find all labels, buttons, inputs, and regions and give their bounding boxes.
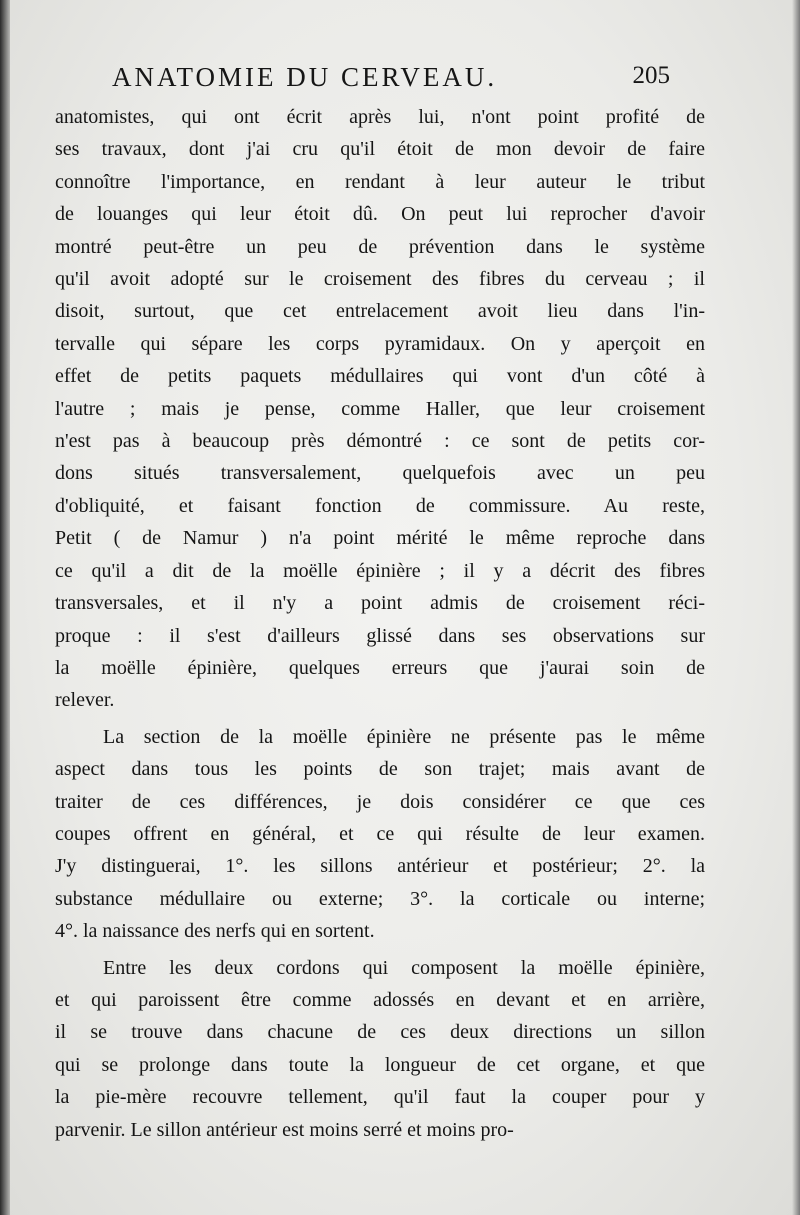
text-line: de louanges qui leur étoit dû. On peut lui reprocher d'avoir	[55, 203, 705, 226]
text-line: dons situés transversalement, quelquefois avec un peu	[55, 462, 705, 485]
paragraph	[55, 101, 705, 717]
text-line: relever.	[55, 689, 115, 712]
body-text	[55, 101, 705, 1150]
text-line: d'obliquité, et faisant fonction de commissure. Au reste,	[55, 494, 705, 517]
text-line: anatomistes, qui ont écrit après lui, n'ont point profité de	[55, 106, 705, 128]
text-line: tervalle qui sépare les corps pyramidaux. On y aperçoit en	[55, 332, 705, 355]
text-line: l'autre ; mais je pense, comme Haller, que leur croisement	[55, 397, 705, 420]
text-line: et qui paroissent être comme adossés en devant et en arrière,	[55, 988, 705, 1011]
text-line: aspect dans tous les points de son trajet; mais avant de	[55, 758, 705, 781]
text-line: qui se prolonge dans toute la longueur de cet organe, et que	[55, 1053, 705, 1076]
text-line: parvenir. Le sillon antérieur est moins serré et moins pro-	[55, 1118, 514, 1141]
text-line: ses travaux, dont j'ai cru qu'il étoit de mon devoir de faire	[55, 138, 705, 161]
page-edge-shadow-left	[0, 0, 10, 1215]
paragraph	[55, 721, 705, 948]
text-line: qu'il avoit adopté sur le croisement des fibres du cerveau ; il	[55, 268, 705, 291]
paragraph	[55, 952, 705, 1146]
text-line: J'y distinguerai, 1°. les sillons antérieur et postérieur; 2°. la	[55, 855, 705, 878]
page-number: 205	[632, 62, 670, 89]
text-line: 4°. la naissance des nerfs qui en sortent.	[55, 920, 375, 943]
text-line: La section de la moëlle épinière ne présente pas le même	[103, 725, 705, 748]
page-edge-shadow-right	[792, 0, 800, 1215]
text-line: Entre les deux cordons qui composent la moëlle épinière,	[103, 956, 705, 979]
text-line: ce qu'il a dit de la moëlle épinière ; il y a décrit des fibres	[55, 559, 705, 582]
text-line: proque : il s'est d'ailleurs glissé dans ses observations sur	[55, 624, 705, 647]
text-line: connoître l'importance, en rendant à leur auteur le tribut	[55, 170, 705, 193]
text-line: montré peut-être un peu de prévention dans le système	[55, 235, 705, 258]
text-line: effet de petits paquets médullaires qui vont d'un côté à	[55, 365, 705, 388]
running-head-title: ANATOMIE DU CERVEAU.	[112, 62, 498, 92]
text-line: Petit ( de Namur ) n'a point mérité le même reproche dans	[55, 527, 705, 550]
text-line: la pie-mère recouvre tellement, qu'il faut la couper pour y	[55, 1086, 705, 1109]
text-line: substance médullaire ou externe; 3°. la corticale ou interne;	[55, 887, 705, 910]
text-line: il se trouve dans chacune de ces deux directions un sillon	[55, 1021, 705, 1044]
text-line: coupes offrent en général, et ce qui résulte de leur examen.	[55, 822, 705, 845]
text-line: transversales, et il n'y a point admis de croisement réci-	[55, 592, 705, 615]
running-head	[112, 62, 670, 102]
text-line: n'est pas à beaucoup près démontré : ce sont de petits cor-	[55, 430, 705, 453]
text-line: la moëlle épinière, quelques erreurs que j'aurai soin de	[55, 656, 705, 679]
text-line: disoit, surtout, que cet entrelacement avoit lieu dans l'in-	[55, 300, 705, 323]
text-line: traiter de ces différences, je dois considérer ce que ces	[55, 790, 705, 813]
